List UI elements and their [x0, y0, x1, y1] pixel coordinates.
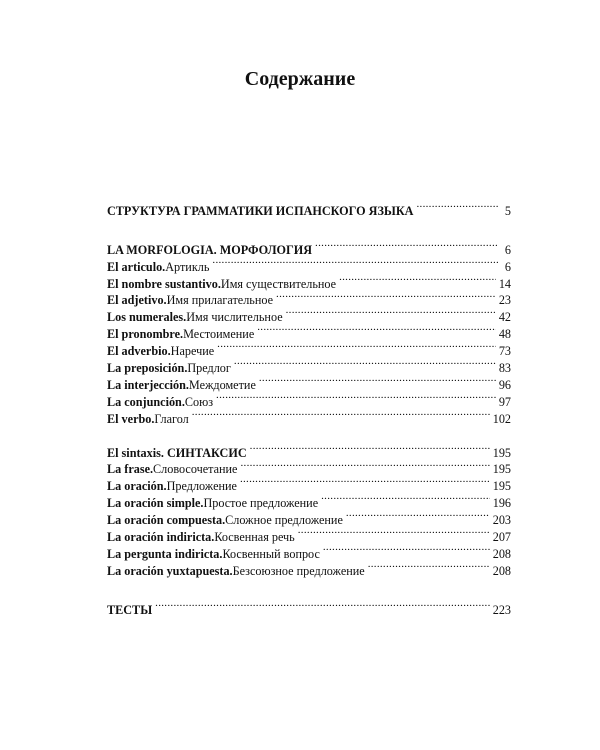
toc-leader-dots [155, 597, 490, 614]
toc-page-number: 83 [498, 361, 511, 376]
toc-leader-dots [216, 389, 496, 406]
toc-leader-dots [257, 321, 496, 338]
toc-page-number: 42 [498, 310, 511, 325]
toc-leader-dots [339, 271, 496, 288]
toc-entry-label: El articulo. [107, 259, 166, 274]
toc-entry-structure[interactable] [107, 198, 511, 218]
toc-entry-sublabel: Наречие [170, 344, 215, 359]
toc-entry-sublabel: Простое предложение [203, 496, 319, 511]
toc-entry-label: El pronombre. [107, 327, 184, 342]
toc-entry-sublabel: Сложное предложение [225, 513, 343, 528]
toc-entry-label: СТРУКТУРА ГРАММАТИКИ ИСПАНСКОГО ЯЗЫКА [107, 203, 414, 218]
toc-page-number: 5 [504, 203, 511, 218]
toc-entry-label: ТЕСТЫ [107, 602, 153, 617]
toc-page-number: 73 [498, 344, 511, 359]
toc-entry-sublabel: Безсоюзное предложение [232, 563, 365, 578]
toc-entry-sublabel: Предложение [166, 479, 237, 494]
toc-entry-sublabel: Имя существительное [220, 276, 337, 291]
toc-entry-sublabel: Союз [184, 394, 214, 409]
toc-leader-dots [240, 473, 490, 490]
toc-page-number: 208 [492, 546, 511, 561]
toc-entry-tests[interactable] [107, 597, 511, 617]
toc-entry-label: El sintaxis. СИНТАКСИС [107, 445, 247, 460]
toc-leader-dots [321, 490, 490, 507]
toc-leader-dots [217, 338, 496, 355]
toc-leader-dots [276, 288, 496, 305]
toc-entry-sublabel: Местоимение [183, 327, 255, 342]
toc-leader-dots [250, 440, 490, 457]
toc-leader-dots [259, 372, 496, 389]
toc-page-number: 102 [492, 411, 511, 426]
toc-entry-sintaxis[interactable] [107, 440, 511, 460]
toc-leader-dots [298, 524, 490, 541]
toc-page-number: 96 [498, 377, 511, 392]
toc-entry-label: La oración. [107, 479, 167, 494]
toc-entry-sublabel: Артикль [165, 259, 210, 274]
toc-entry-sublabel: Предлог [187, 361, 231, 376]
toc-leader-dots [416, 198, 498, 215]
toc-entry-label: La oración yuxtapuesta. [107, 563, 233, 578]
toc-entry-label: La oración indiricta. [107, 530, 215, 545]
toc-page-number: 195 [492, 445, 511, 460]
toc-leader-dots [192, 406, 490, 423]
toc-entry-sublabel: Словосочетание [153, 462, 238, 477]
toc-entry-label: El verbo. [107, 411, 155, 426]
toc-entry-label: Los numerales. [107, 310, 187, 325]
toc-leader-dots [346, 507, 490, 524]
toc-page-number: 196 [492, 496, 511, 511]
toc-entry-sublabel: Имя числительное [186, 310, 283, 325]
toc-entry-label: El adjetivo. [107, 293, 167, 308]
toc-page-number: 97 [498, 394, 511, 409]
toc-leader-dots [286, 304, 496, 321]
toc-page-number: 203 [492, 513, 511, 528]
toc-entry-label: La preposición. [107, 361, 188, 376]
toc-entry-sublabel: Косвенный вопрос [222, 546, 320, 561]
toc-entry-label: La conjunción. [107, 394, 185, 409]
toc-entry-sublabel: Междометие [188, 377, 256, 392]
toc-page-number: 6 [504, 259, 511, 274]
toc-page-number: 14 [498, 276, 511, 291]
toc-entry-label: La interjección. [107, 377, 189, 392]
table-of-contents [107, 198, 511, 617]
toc-page-number: 48 [498, 327, 511, 342]
toc-entry-label: El adverbio. [107, 344, 171, 359]
toc-leader-dots [323, 541, 490, 558]
toc-leader-dots [240, 457, 489, 474]
toc-entry-sublabel: Имя прилагательное [166, 293, 274, 308]
toc-leader-dots [234, 355, 496, 372]
toc-entry-sublabel: Глагол [154, 411, 189, 426]
toc-entry-label: La frase. [107, 462, 154, 477]
toc-page-number: 23 [498, 293, 511, 308]
toc-page-number: 6 [504, 242, 511, 257]
toc-page-number: 223 [492, 602, 511, 617]
page-title: Содержание [244, 68, 356, 90]
toc-leader-dots [315, 237, 498, 254]
toc-leader-dots [212, 254, 498, 271]
toc-entry-sublabel: Косвенная речь [214, 530, 295, 545]
toc-entry-label: La pergunta indiricta. [107, 546, 223, 561]
toc-entry-label: El nombre sustantivo. [107, 276, 221, 291]
toc-page-number: 195 [492, 479, 511, 494]
toc-entry-label: La oración simple. [107, 496, 204, 511]
toc-page-number: 208 [492, 563, 511, 578]
toc-page-number: 195 [492, 462, 511, 477]
toc-leader-dots [368, 558, 490, 575]
toc-entry-morfologia[interactable] [107, 237, 511, 257]
toc-entry-label: LA MORFOLOGIA. МОРФОЛОГИЯ [107, 242, 313, 257]
toc-entry-label: La oración compuesta. [107, 513, 226, 528]
toc-page-number: 207 [492, 530, 511, 545]
